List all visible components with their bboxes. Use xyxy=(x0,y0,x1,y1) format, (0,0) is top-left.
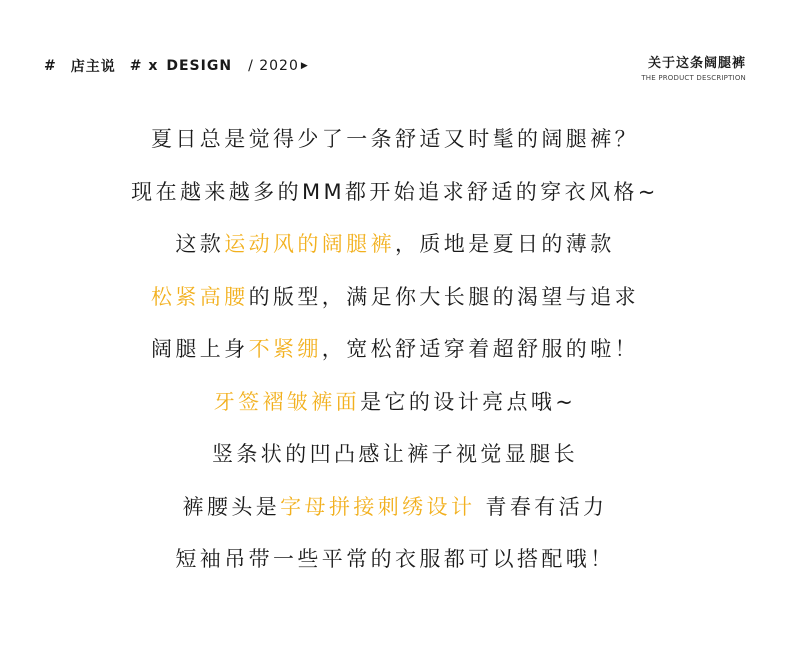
highlighted-text: 运动风的阔腿裤 xyxy=(224,232,395,256)
play-arrow-icon: ▶ xyxy=(300,61,309,71)
section-title xyxy=(641,52,746,82)
line-text: 现在越来越多的MM都开始追求舒适的穿衣风格~ xyxy=(131,179,659,204)
description-line xyxy=(0,119,790,172)
hash-mark: # xyxy=(44,58,57,74)
header xyxy=(0,0,790,100)
description-text xyxy=(0,119,790,592)
description-line xyxy=(0,539,790,592)
line-text: 夏日总是觉得少了一条舒适又时髦的阔腿裤？ xyxy=(151,127,639,151)
line-text: 的版型，满足你大长腿的渴望与追求 xyxy=(248,284,639,309)
line-text: 阔腿上身 xyxy=(150,337,249,361)
line-text: 短袖吊带一些平常的衣服都可以搭配哦！ xyxy=(175,547,615,571)
highlighted-text: 牙签褶皱裤面 xyxy=(213,389,361,414)
line-text: 青春有活力 xyxy=(475,494,608,519)
year-label: / 2020 xyxy=(248,58,299,74)
x-mark: # x xyxy=(129,58,159,74)
highlighted-text: 松紧高腰 xyxy=(150,284,249,309)
title-chinese: 关于这条阔腿裤 xyxy=(647,56,746,71)
title-english: THE PRODUCT DESCRIPTION xyxy=(641,74,746,82)
description-line xyxy=(0,329,790,382)
line-text: ，宽松舒适穿着超舒服的啦！ xyxy=(321,337,639,361)
brand-tagline xyxy=(44,56,309,76)
line-text: 是它的设计亮点哦~ xyxy=(360,389,577,414)
design-label: DESIGN xyxy=(166,58,233,74)
shop-label: 店主说 xyxy=(70,59,116,75)
description-line xyxy=(0,224,790,277)
line-text: 裤腰头是 xyxy=(182,494,281,519)
description-line xyxy=(0,487,790,540)
description-line xyxy=(0,434,790,487)
description-line xyxy=(0,277,790,330)
description-line xyxy=(0,172,790,225)
line-text: ，质地是夏日的薄款 xyxy=(395,232,615,256)
description-line xyxy=(0,382,790,435)
line-text: 这款 xyxy=(175,232,225,256)
line-text: 竖条状的凹凸感让裤子视觉显腿长 xyxy=(212,442,578,466)
highlighted-text: 字母拼接刺绣设计 xyxy=(280,494,476,519)
highlighted-text: 不紧绷 xyxy=(248,337,322,361)
